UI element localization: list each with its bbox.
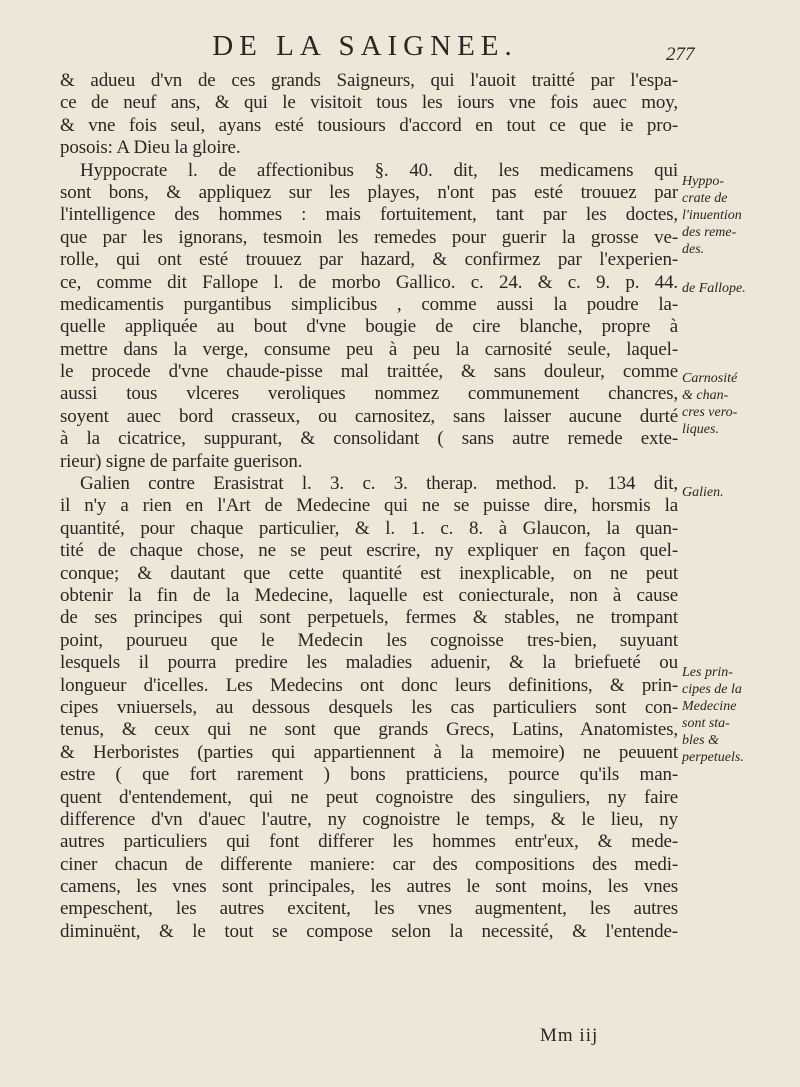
marginal-note-hyppocrate <box>682 173 777 258</box>
text-line: à la cicatrice, suppurant, & consolidant ( sans autre remede exte- <box>60 428 678 450</box>
text-line: de ses principes qui sont perpetuels, fermes & stables, ne trompant <box>60 607 678 629</box>
text-line: que par les ignorans, tesmoin les remedes pour guerir la grosse ve- <box>60 226 678 248</box>
marginal-note-line: de Fallope. <box>682 281 746 296</box>
marginal-note-line: Galien. <box>682 485 724 500</box>
text-line: & adueu d'vn de ces grands Saigneurs, qui l'auoit traitté par l'espa- <box>60 70 678 91</box>
text-line: & vne fois seul, ayans esté tousiours d'accord en tout ce que ie pro- <box>60 114 678 136</box>
text-line: l'intelligence des hommes : mais fortuitement, tant par les doctes, <box>60 204 678 226</box>
marginal-note-line: perpetuels. <box>682 750 744 765</box>
text-line: tenus, & ceux qui ne sont que grands Grecs, Latins, Anatomistes, <box>60 719 678 741</box>
marginal-note-line: crate de <box>682 191 728 206</box>
marginal-note-principes <box>682 664 777 766</box>
main-text <box>60 70 678 943</box>
marginal-note-line: sont sta- <box>682 716 730 731</box>
marginal-note-galien <box>682 484 777 501</box>
paragraph-start-line: Hyppocrate l. de affectionibus §. 40. dit, les medicamens qui <box>80 159 678 181</box>
text-line: diminuënt, & le tout se compose selon la necessité, & l'entende- <box>60 920 678 942</box>
text-line: lesquels il pourra predire les maladies aduenir, & la briefueté ou <box>60 652 678 674</box>
text-line: cipes vniuersels, au dessous desquels les cas particuliers sont con- <box>60 696 678 718</box>
text-line: ce, comme dit Fallope l. de morbo Gallico. c. 24. & c. 9. p. 44. <box>60 271 678 293</box>
marginal-note-carnosite <box>682 370 777 438</box>
page-number: 277 <box>666 44 695 65</box>
text-line: il n'y a rien en l'Art de Medecine qui ne se puisse dire, horsmis la <box>60 495 678 517</box>
text-line: estre ( que fort rarement ) bons pratticiens, pource qu'ils man- <box>60 764 678 786</box>
text-line: empeschent, les autres excitent, les vnes augmentent, les autres <box>60 898 678 920</box>
text-line: quelle appliquée au bout d'vne bougie de cire blanche, propre à <box>60 316 678 338</box>
marginal-note-fallope <box>682 280 777 297</box>
marginal-note-line: des. <box>682 242 705 257</box>
text-line: ce de neuf ans, & qui le visitoit tous les iours vne fois auec moy, <box>60 92 678 114</box>
marginal-note-line: & chan- <box>682 388 729 403</box>
paragraph-start-line: Galien contre Erasistrat l. 3. c. 3. therap. method. p. 134 dit, <box>80 473 678 495</box>
text-line: tité de chaque chose, ne se peut escrire, ny expliquer en façon quel- <box>60 540 678 562</box>
text-line: & Herboristes (parties qui appartiennent à la memoire) ne peuuent <box>60 741 678 763</box>
text-line: sont bons, & appliquez sur les playes, n'ont pas esté trouuez par <box>60 181 678 203</box>
text-line: medicamentis purgantibus simplicibus , comme aussi la poudre la- <box>60 293 678 315</box>
text-line: mettre dans la verge, consume peu à peu la carnosité seule, laquel- <box>60 338 678 360</box>
text-line: autres particuliers qui font differer les hommes entr'eux, & mede- <box>60 831 678 853</box>
marginal-note-line: Medecine <box>682 699 737 714</box>
text-line: rolle, qui ont esté trouuez par hazard, & confirmez par l'experien- <box>60 249 678 271</box>
text-line: posois: A Dieu la gloire. <box>60 137 241 159</box>
text-line: obtenir la fin de la Medecine, laquelle est coniecturale, non à cause <box>60 584 678 606</box>
running-head: DE LA SAIGNEE. <box>212 30 518 62</box>
marginal-note-line: l'inuention <box>682 208 742 223</box>
text-line: point, pourueu que le Medecin les cognoisse tres-bien, suyuant <box>60 629 678 651</box>
signature-mark: Mm iij <box>540 1025 599 1046</box>
text-line: quent d'entendement, qui ne peut cognoistre des singuliers, ny faire <box>60 786 678 808</box>
text-line: difference d'vn d'auec l'autre, ny cognoistre le temps, & le lieu, ny <box>60 808 678 830</box>
text-line: longueur d'icelles. Les Medecins ont donc leurs definitions, & prin- <box>60 674 678 696</box>
marginal-note-line: Hyppo- <box>682 174 724 189</box>
marginal-note-line: cipes de la <box>682 682 742 697</box>
page-header <box>0 30 800 70</box>
marginal-note-line: liques. <box>682 422 719 437</box>
text-line: rieur) signe de parfaite guerison. <box>60 450 303 472</box>
text-line: ciner chacun de differente maniere: car des compositions des medi- <box>60 853 678 875</box>
text-line: conque; & dautant que cette quantité est inexplicable, on ne peut <box>60 562 678 584</box>
text-line: quantité, pour chaque particulier, & l. 1. c. 8. à Glaucon, la quan- <box>60 517 678 539</box>
marginal-note-line: Carnosité <box>682 371 738 386</box>
text-line: le procede d'vne chaude-pisse mal traittée, & sans douleur, comme <box>60 361 678 383</box>
text-line: soyent auec bord crasseux, ou carnositez, sans laisser aucune durté <box>60 405 678 427</box>
text-line: camens, les vnes sont principales, les autres le sont moins, les vnes <box>60 876 678 898</box>
marginal-note-line: des reme- <box>682 225 737 240</box>
text-line: aussi tous vlceres veroliques nommez communement chancres, <box>60 383 678 405</box>
marginal-note-line: bles & <box>682 733 719 748</box>
marginal-note-line: cres vero- <box>682 405 738 420</box>
marginal-note-line: Les prin- <box>682 665 733 680</box>
